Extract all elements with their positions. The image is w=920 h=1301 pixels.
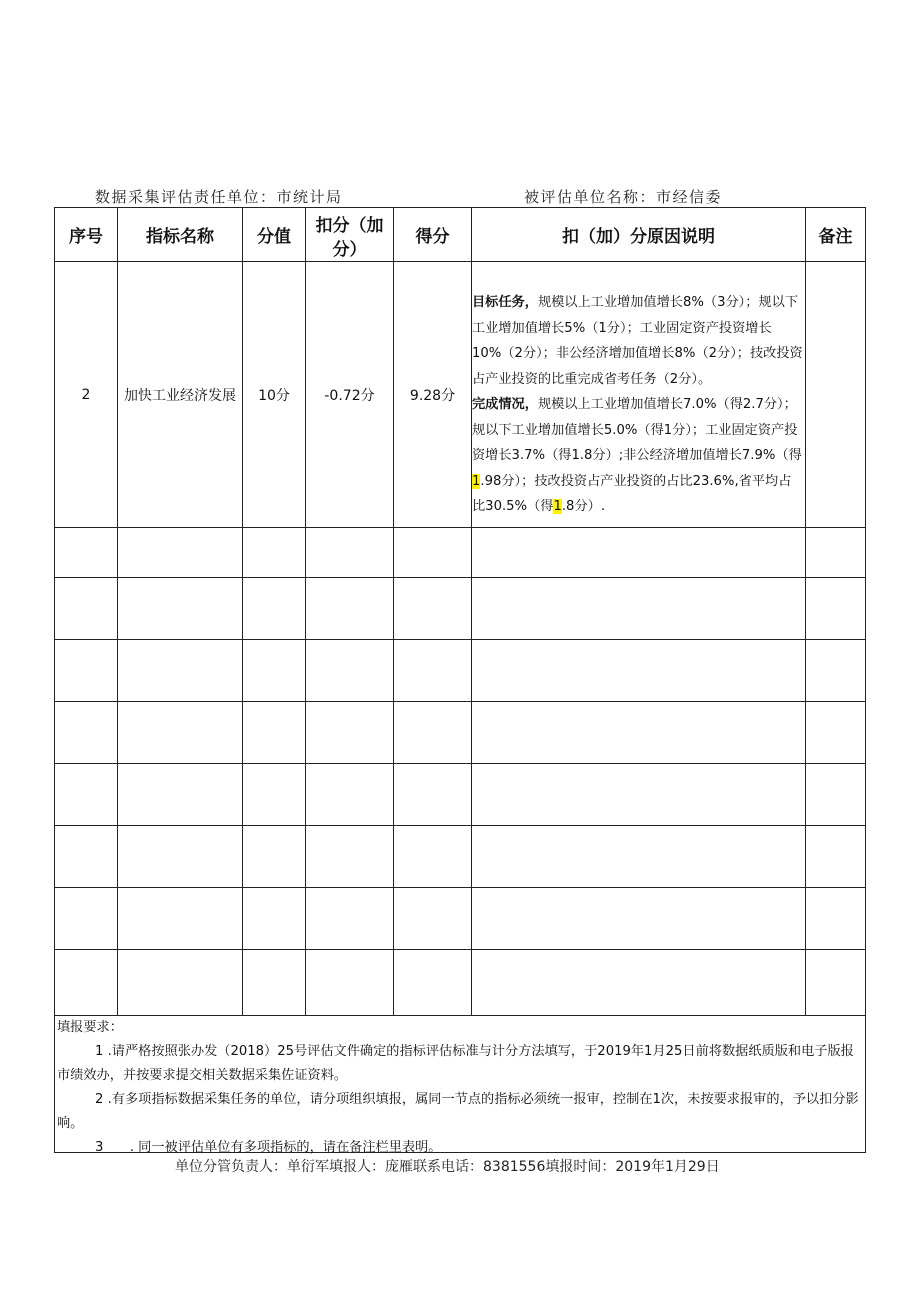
empty-cell xyxy=(394,888,472,950)
empty-cell xyxy=(472,640,806,702)
empty-cell xyxy=(394,578,472,640)
requirements-title: 填报要求： xyxy=(57,1020,123,1035)
empty-cell xyxy=(394,702,472,764)
empty-cell xyxy=(118,528,243,578)
highlight-1: 1 xyxy=(472,473,481,489)
requirement-2: 2 .有多项指标数据采集任务的单位，请分项组织填报，属同一节点的指标必须统一报审，控制在1次，未按要求报审的，予以扣分影响。 xyxy=(57,1092,859,1131)
empty-cell xyxy=(472,950,806,1016)
row-no: 2 xyxy=(55,262,118,528)
row-final-score: 9.28分 xyxy=(394,262,472,528)
empty-cell xyxy=(306,826,394,888)
highlight-2: 1 xyxy=(553,499,562,514)
empty-cell xyxy=(118,702,243,764)
empty-cell xyxy=(394,640,472,702)
col-header-reason: 扣（加）分原因说明 xyxy=(472,208,806,262)
row-indicator-name: 加快工业经济发展 xyxy=(118,262,243,528)
empty-cell xyxy=(243,578,306,640)
empty-cell xyxy=(306,528,394,578)
empty-cell xyxy=(806,888,865,950)
collector-unit: 数据采集评估责任单位：市统计局 xyxy=(95,188,343,206)
done-text-2: .98分）；技改投资占产业投资的占比23.6%,省平均占比30.5%（得 xyxy=(472,473,792,514)
empty-cell xyxy=(243,640,306,702)
empty-cell xyxy=(806,640,865,702)
empty-cell xyxy=(472,528,806,578)
target-label: 目标任务， xyxy=(472,295,538,310)
empty-cell xyxy=(55,826,118,888)
empty-cell xyxy=(243,888,306,950)
row-reason xyxy=(472,262,806,528)
empty-cell xyxy=(472,578,806,640)
empty-cell xyxy=(55,888,118,950)
empty-cell xyxy=(118,578,243,640)
empty-cell xyxy=(394,528,472,578)
empty-cell xyxy=(472,888,806,950)
empty-cell xyxy=(394,826,472,888)
empty-cell xyxy=(806,578,865,640)
footer-signatures: 单位分管负责人：单衍军填报人：庞雁联系电话：8381556填报时间：2019年1月29日 xyxy=(175,1159,720,1175)
empty-cell xyxy=(118,764,243,826)
empty-cell xyxy=(806,528,865,578)
empty-cell xyxy=(806,826,865,888)
empty-cell xyxy=(472,702,806,764)
empty-cell xyxy=(243,702,306,764)
empty-cell xyxy=(243,950,306,1016)
requirement-1: 1 .请严格按照张办发（2018）25号评估文件确定的指标评估标准与计分方法填写，于2019年1月25日前将数据纸质版和电子版报市绩效办，并按要求提交相关数据采集佐证资料。 xyxy=(57,1044,854,1083)
col-header-name: 指标名称 xyxy=(118,208,243,262)
empty-cell xyxy=(55,528,118,578)
target-text: 规模以上工业增加值增长8%（3分）；规以下工业增加值增长5%（1分）；工业固定资产投资增长10%（2分）；非公经济增加值增长8%（2分）；技改投资占产业投资的比重完成省考任务（2分）。 xyxy=(472,295,803,387)
col-header-final: 得分 xyxy=(394,208,472,262)
empty-cell xyxy=(243,764,306,826)
empty-cell xyxy=(306,640,394,702)
empty-cell xyxy=(472,826,806,888)
row-score: 10分 xyxy=(243,262,306,528)
empty-cell xyxy=(118,888,243,950)
empty-cell xyxy=(55,764,118,826)
empty-cell xyxy=(394,950,472,1016)
empty-cell xyxy=(806,702,865,764)
done-text-3: .8分）. xyxy=(561,499,606,514)
empty-cell xyxy=(55,578,118,640)
col-header-no: 序号 xyxy=(55,208,118,262)
empty-cell xyxy=(306,764,394,826)
evaluation-table xyxy=(54,207,866,1153)
empty-cell xyxy=(806,764,865,826)
empty-cell xyxy=(806,950,865,1016)
empty-cell xyxy=(394,764,472,826)
col-header-deduct: 扣分（加分） xyxy=(306,208,394,262)
empty-cell xyxy=(472,764,806,826)
empty-cell xyxy=(243,528,306,578)
empty-cell xyxy=(55,950,118,1016)
empty-cell xyxy=(306,950,394,1016)
row-deduct: -0.72分 xyxy=(306,262,394,528)
requirements xyxy=(57,1016,863,1160)
requirement-3: 3 . 同一被评估单位有多项指标的，请在备注栏里表明。 xyxy=(95,1140,442,1155)
empty-cell xyxy=(306,578,394,640)
done-text-1: 规模以上工业增加值增长7.0%（得2.7分）；规以下工业增加值增长5.0%（得1分）；工业固定资产投资增长3.7%（得1.8分）;非公经济增加值增长7.9%（得 xyxy=(472,397,802,463)
col-header-score: 分值 xyxy=(243,208,306,262)
row-remark xyxy=(806,262,865,528)
empty-cell xyxy=(55,640,118,702)
evaluated-unit: 被评估单位名称：市经信委 xyxy=(524,188,723,206)
empty-cell xyxy=(243,826,306,888)
empty-cell xyxy=(118,826,243,888)
done-label: 完成情况， xyxy=(472,397,538,412)
empty-cell xyxy=(118,950,243,1016)
col-header-remark: 备注 xyxy=(806,208,865,262)
empty-cell xyxy=(306,702,394,764)
empty-cell xyxy=(306,888,394,950)
empty-cell xyxy=(118,640,243,702)
empty-cell xyxy=(55,702,118,764)
